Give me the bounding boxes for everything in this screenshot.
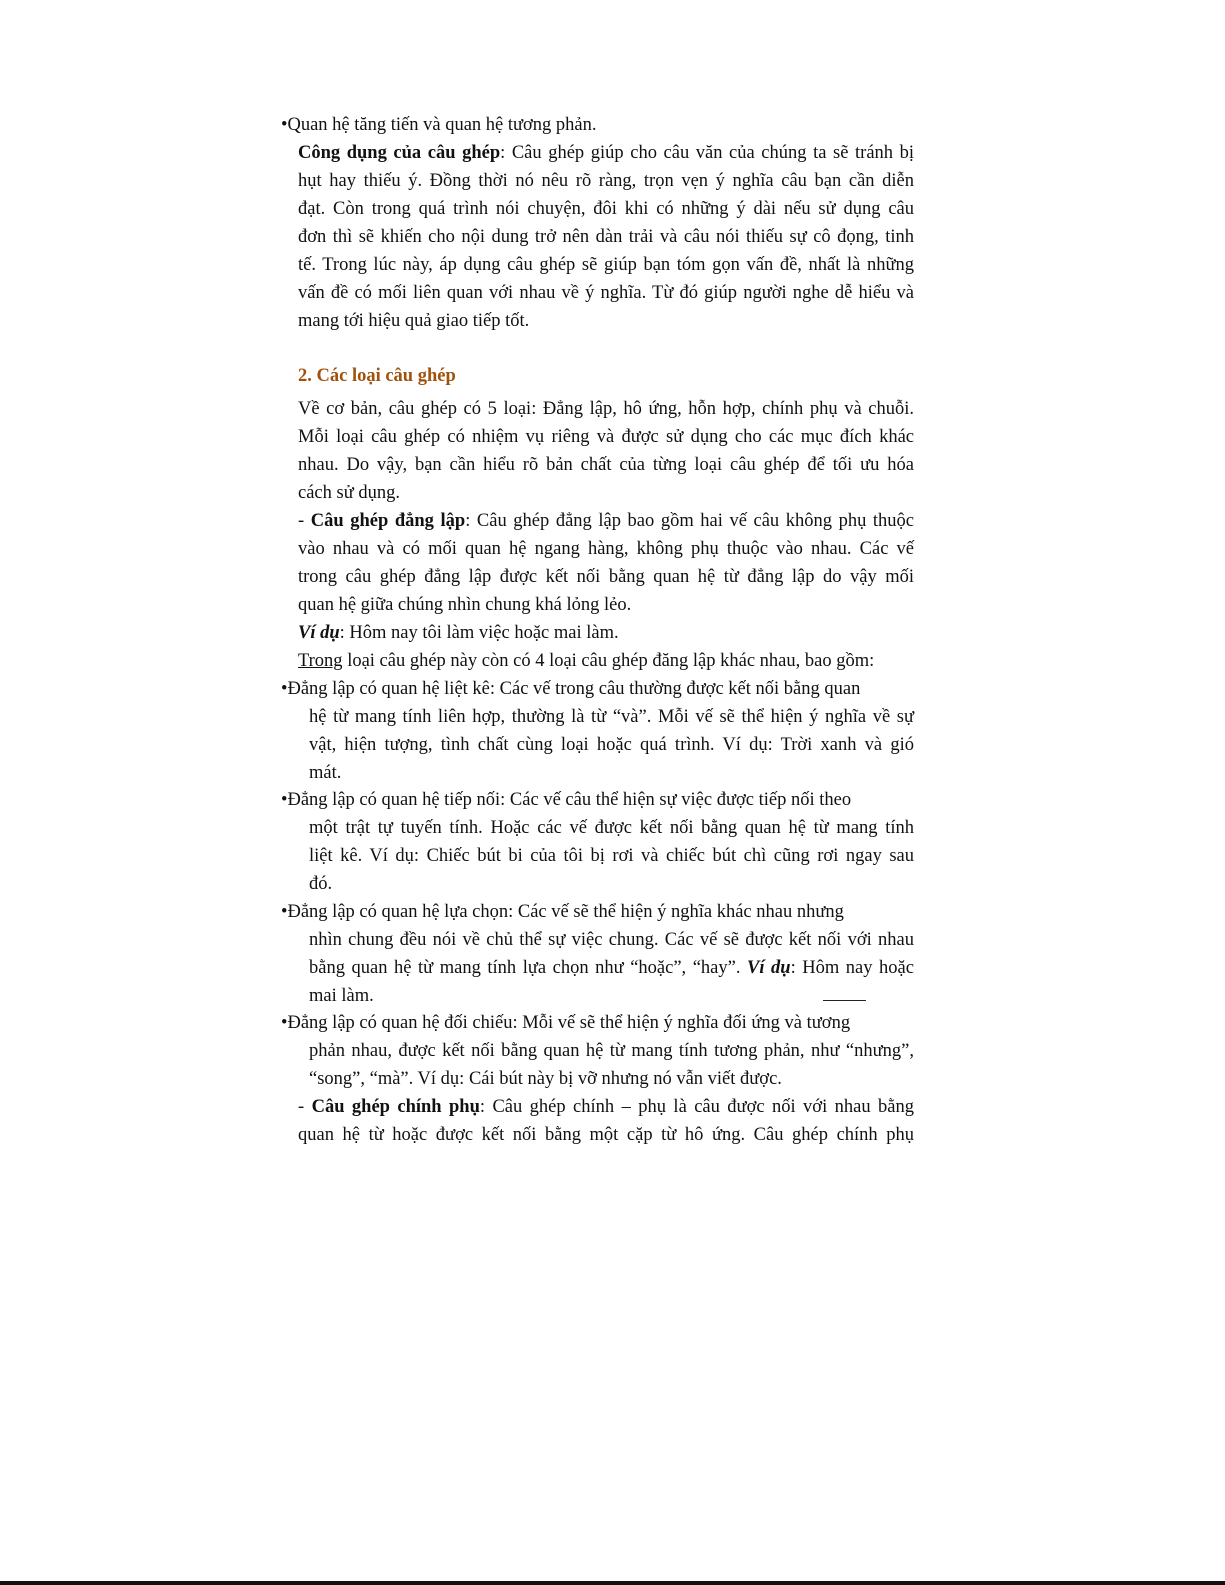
text-line (298, 397, 914, 421)
page-bottom-border (0, 1581, 1225, 1585)
text-line (298, 197, 914, 221)
text-span: mát. (309, 763, 342, 783)
text-span: vấn đề có mối liên quan với nhau về ý nghĩa. Từ đó giúp người nghe dễ hiểu và (298, 283, 914, 303)
text-span: mai làm. (309, 986, 374, 1006)
text-span: quan hệ giữa chúng nhìn chung khá lỏng lẻo. (298, 595, 632, 615)
text-span: “song”, “mà”. Ví dụ: Cái bút này bị vỡ nhưng nó vẫn viết được. (309, 1069, 782, 1089)
text-line (298, 537, 914, 561)
bullet-line (281, 677, 860, 701)
text-line (309, 816, 914, 840)
text-span: vào nhau và có mối quan hệ ngang hàng, không phụ thuộc vào nhau. Các vế (298, 539, 914, 559)
text-line (298, 453, 914, 477)
text-line (298, 509, 914, 533)
bold-italic-term: Ví dụ (747, 958, 791, 978)
text-line (309, 1039, 914, 1063)
text-span: đơn thì sẽ khiến cho nội dung trở nên dàn trải và câu nói thiếu sự cô đọng, tinh (298, 227, 914, 247)
text-span: - (298, 511, 311, 531)
text-line (298, 649, 874, 673)
text-span: tế. Trong lúc này, áp dụng câu ghép sẽ giúp bạn tóm gọn vấn đề, nhất là những (298, 255, 914, 275)
text-line (309, 844, 914, 868)
text-span: •Đẳng lập có quan hệ lựa chọn: Các vế sẽ thể hiện ý nghĩa khác nhau nhưng (281, 902, 844, 922)
text-line (298, 141, 914, 165)
bold-term: Câu ghép đẳng lập (310, 511, 466, 531)
bold-term: Câu ghép chính phụ (311, 1097, 480, 1117)
text-line (309, 705, 914, 729)
text-line (298, 425, 914, 449)
text-span: Về cơ bản, câu ghép có 5 loại: Đẳng lập, hô ứng, hỗn hợp, chính phụ và chuỗi. (298, 399, 914, 419)
text-line (281, 113, 597, 137)
text-span: một trật tự tuyến tính. Hoặc các vế được kết nối bằng quan hệ từ mang tính (309, 818, 914, 838)
text-line (309, 761, 341, 785)
text-line (298, 253, 914, 277)
text-span: : Hôm nay hoặc (790, 958, 914, 978)
text-span: đó. (309, 874, 333, 894)
text-line (309, 956, 914, 980)
text-span: hụt hay thiếu ý. Đồng thời nó nêu rõ ràng, trọn vẹn ý nghĩa câu bạn cần diễn (298, 171, 914, 191)
bold-italic-term: Ví dụ (298, 623, 340, 643)
text-span: •Quan hệ tăng tiến và quan hệ tương phản. (281, 115, 597, 135)
text-line (309, 872, 332, 896)
text-span: : Hôm nay tôi làm việc hoặc mai làm. (339, 623, 619, 643)
text-span: liệt kê. Ví dụ: Chiếc bút bi của tôi bị rơi và chiếc bút chì cũng rơi ngay sau (309, 846, 914, 866)
bold-term: Công dụng của câu ghép (298, 143, 501, 163)
bullet-line (281, 900, 844, 924)
section-heading: 2. Các loại câu ghép (298, 366, 456, 386)
text-line (298, 565, 914, 589)
text-span: Mỗi loại câu ghép có nhiệm vụ riêng và được sử dụng cho các mục đích khác (298, 427, 914, 447)
text-span: •Đẳng lập có quan hệ tiếp nối: Các vế câu thể hiện sự việc được tiếp nối theo (281, 790, 852, 810)
text-span: : Câu ghép đẳng lập bao gồm hai vế câu không phụ thuộc (465, 511, 915, 531)
text-span: : Câu ghép chính – phụ là câu được nối với nhau bằng (479, 1097, 914, 1117)
text-span: hệ từ mang tính liên hợp, thường là từ “và”. Mỗi vế sẽ thể hiện ý nghĩa về sự (309, 707, 914, 727)
text-line (298, 1095, 914, 1119)
text-line (298, 1123, 914, 1147)
text-span: nhìn chung đều nói về chủ thể sự việc chung. Các vế sẽ được kết nối với nhau (309, 930, 914, 950)
text-span: nhau. Do vậy, bạn cần hiểu rõ bản chất của từng loại câu ghép để tối ưu hóa (298, 455, 914, 475)
text-span: - (298, 1097, 312, 1117)
text-span: bằng quan hệ từ mang tính lựa chọn như “hoặc”, “hay”. (309, 958, 748, 978)
short-rule (823, 1000, 866, 1001)
text-line (298, 281, 914, 305)
text-line (298, 225, 914, 249)
text-line (309, 733, 914, 757)
text-span: •Đẳng lập có quan hệ liệt kê: Các vế trong câu thường được kết nối bằng quan (281, 679, 861, 699)
text-span: vật, hiện tượng, tình chất cùng loại hoặc quá trình. Ví dụ: Trời xanh và gió (309, 735, 914, 755)
text-line (309, 984, 374, 1008)
underlined-word: Trong (298, 651, 343, 671)
text-span: phản nhau, được kết nối bằng quan hệ từ mang tính tương phản, như “nhưng”, (309, 1041, 914, 1061)
text-line (309, 1067, 782, 1091)
text-line (309, 928, 914, 952)
text-span: cách sử dụng. (298, 483, 400, 503)
bullet-line (281, 1011, 850, 1035)
text-span: loại câu ghép này còn có 4 loại câu ghép đăng lập khác nhau, bao gồm: (342, 651, 875, 671)
text-span: quan hệ từ hoặc được kết nối bằng một cặp từ hô ứng. Câu ghép chính phụ (298, 1125, 914, 1145)
text-line (298, 481, 400, 505)
text-line (298, 309, 529, 333)
text-span: •Đẳng lập có quan hệ đối chiếu: Mỗi vế sẽ thể hiện ý nghĩa đối ứng và tương (281, 1013, 851, 1033)
text-span: mang tới hiệu quả giao tiếp tốt. (298, 311, 530, 331)
text-span: trong câu ghép đẳng lập được kết nối bằng quan hệ từ đẳng lập do vậy mối (298, 567, 914, 587)
text-line (298, 593, 631, 617)
text-span: đạt. Còn trong quá trình nói chuyện, đôi khi có những ý dài nếu sử dụng câu (298, 199, 914, 219)
text-line (298, 169, 914, 193)
text-span: : Câu ghép giúp cho câu văn của chúng ta sẽ tránh bị (500, 143, 914, 163)
bullet-line (281, 788, 851, 812)
text-line (298, 621, 619, 645)
